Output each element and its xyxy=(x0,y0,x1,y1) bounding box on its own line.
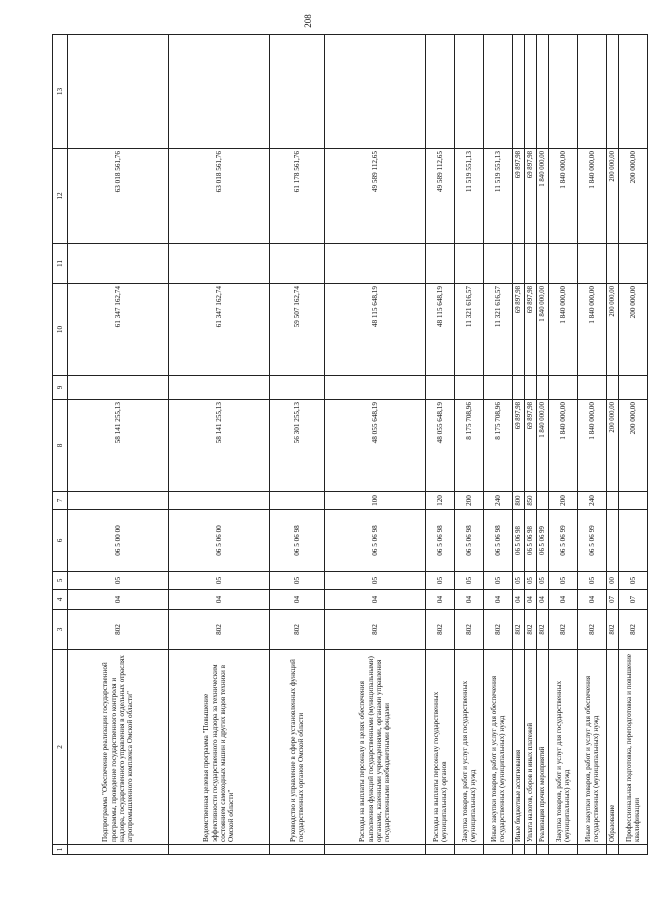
amount-col12-cell: 1 840 000,00 xyxy=(537,149,549,244)
target-article-cell: 06 5 06 98 xyxy=(513,510,525,572)
subsection-code-cell: 05 xyxy=(513,572,525,590)
column-number-row xyxy=(53,35,68,855)
grbs-code-cell: 802 xyxy=(619,610,648,650)
col13-cell xyxy=(484,35,513,149)
rotated-document xyxy=(52,45,641,855)
amount-col8-cell: 200 000,00 xyxy=(607,400,619,492)
table-row xyxy=(426,35,455,855)
table-row xyxy=(607,35,619,855)
amount-col12-cell: 69 897,98 xyxy=(513,149,525,244)
section-code-cell: 04 xyxy=(169,590,270,610)
col11-cell xyxy=(537,244,549,284)
row-number-cell xyxy=(169,845,270,855)
grbs-code-cell: 802 xyxy=(325,610,426,650)
table-row xyxy=(578,35,607,855)
col11-cell xyxy=(484,244,513,284)
col13-cell xyxy=(537,35,549,149)
column-number: 4 xyxy=(53,590,68,610)
col11-cell xyxy=(426,244,455,284)
col11-cell xyxy=(513,244,525,284)
column-number: 1 xyxy=(53,845,68,855)
amount-col8-cell: 200 000,00 xyxy=(619,400,648,492)
expense-name-cell: Иные закупки товаров, работ и услуг для обеспечения государственных (муниципальных) нужд xyxy=(578,650,607,845)
section-code-cell: 04 xyxy=(525,590,537,610)
col9-cell xyxy=(484,376,513,400)
expense-type-cell: 240 xyxy=(578,492,607,510)
expense-name-cell: Закупка товаров, работ и услуг для государственных (муниципальных) нужд xyxy=(549,650,578,845)
target-article-cell: 06 5 06 98 xyxy=(270,510,325,572)
expense-name-cell: Уплата налогов, сборов и иных платежей xyxy=(525,650,537,845)
column-number: 6 xyxy=(53,510,68,572)
row-number-cell xyxy=(537,845,549,855)
col9-cell xyxy=(607,376,619,400)
amount-col8-cell: 69 897,98 xyxy=(513,400,525,492)
amount-col8-cell: 48 055 648,19 xyxy=(325,400,426,492)
col9-cell xyxy=(513,376,525,400)
column-number: 8 xyxy=(53,400,68,492)
expense-type-cell: 850 xyxy=(525,492,537,510)
col9-cell xyxy=(325,376,426,400)
col11-cell xyxy=(270,244,325,284)
col13-cell xyxy=(325,35,426,149)
expense-name-cell: Образование xyxy=(607,650,619,845)
table-row xyxy=(455,35,484,855)
row-number-cell xyxy=(484,845,513,855)
section-code-cell: 04 xyxy=(68,590,169,610)
grbs-code-cell: 802 xyxy=(525,610,537,650)
col9-cell xyxy=(537,376,549,400)
expense-name-cell: Расходы на выплаты персоналу в целях обеспечения выполнения функций государственными (муниципальными) органами, казенными учреждениями, органами управления государственными внебюджетными фондами xyxy=(325,650,426,845)
amount-col12-cell: 1 840 000,00 xyxy=(549,149,578,244)
expense-type-cell xyxy=(169,492,270,510)
expense-name-cell: Иные бюджетные ассигнования xyxy=(513,650,525,845)
section-code-cell: 04 xyxy=(537,590,549,610)
amount-col12-cell: 49 589 112,65 xyxy=(426,149,455,244)
amount-col10-cell: 59 507 162,74 xyxy=(270,284,325,376)
amount-col12-cell: 63 018 561,76 xyxy=(169,149,270,244)
expense-type-cell: 120 xyxy=(426,492,455,510)
section-code-cell: 04 xyxy=(484,590,513,610)
amount-col12-cell: 11 519 551,13 xyxy=(484,149,513,244)
row-number-cell xyxy=(513,845,525,855)
subsection-code-cell: 05 xyxy=(578,572,607,590)
expense-type-cell xyxy=(537,492,549,510)
grbs-code-cell: 802 xyxy=(607,610,619,650)
amount-col8-cell: 1 840 000,00 xyxy=(549,400,578,492)
col9-cell xyxy=(169,376,270,400)
subsection-code-cell: 05 xyxy=(525,572,537,590)
section-code-cell: 04 xyxy=(270,590,325,610)
target-article-cell: 06 5 06 98 xyxy=(525,510,537,572)
amount-col10-cell: 61 347 162,74 xyxy=(68,284,169,376)
section-code-cell: 07 xyxy=(607,590,619,610)
target-article-cell xyxy=(619,510,648,572)
col9-cell xyxy=(619,376,648,400)
amount-col12-cell: 69 897,98 xyxy=(525,149,537,244)
row-number-cell xyxy=(68,845,169,855)
target-article-cell: 06 5 06 99 xyxy=(549,510,578,572)
page-number: 208 xyxy=(303,14,313,28)
section-code-cell: 07 xyxy=(619,590,648,610)
row-number-cell xyxy=(455,845,484,855)
amount-col10-cell: 1 840 000,00 xyxy=(578,284,607,376)
expense-type-cell xyxy=(619,492,648,510)
col13-cell xyxy=(513,35,525,149)
target-article-cell: 06 5 06 98 xyxy=(455,510,484,572)
expense-type-cell xyxy=(68,492,169,510)
subsection-code-cell: 05 xyxy=(325,572,426,590)
section-code-cell: 04 xyxy=(578,590,607,610)
column-number: 9 xyxy=(53,376,68,400)
col13-cell xyxy=(607,35,619,149)
table-row xyxy=(68,35,169,855)
grbs-code-cell: 802 xyxy=(484,610,513,650)
row-number-cell xyxy=(325,845,426,855)
col13-cell xyxy=(455,35,484,149)
expense-type-cell: 240 xyxy=(484,492,513,510)
target-article-cell: 06 5 06 99 xyxy=(537,510,549,572)
target-article-cell: 06 5 06 98 xyxy=(426,510,455,572)
amount-col10-cell: 69 897,98 xyxy=(525,284,537,376)
amount-col8-cell: 48 055 648,19 xyxy=(426,400,455,492)
row-number-cell xyxy=(619,845,648,855)
amount-col10-cell: 11 321 616,57 xyxy=(484,284,513,376)
grbs-code-cell: 802 xyxy=(549,610,578,650)
col9-cell xyxy=(270,376,325,400)
col13-cell xyxy=(426,35,455,149)
row-number-cell xyxy=(426,845,455,855)
amount-col10-cell: 69 897,98 xyxy=(513,284,525,376)
section-code-cell: 04 xyxy=(426,590,455,610)
expense-name-cell: Реализация прочих мероприятий xyxy=(537,650,549,845)
amount-col12-cell: 61 178 561,76 xyxy=(270,149,325,244)
amount-col8-cell: 58 141 255,13 xyxy=(169,400,270,492)
target-article-cell: 06 5 06 99 xyxy=(578,510,607,572)
amount-col8-cell: 8 175 708,96 xyxy=(455,400,484,492)
grbs-code-cell: 802 xyxy=(426,610,455,650)
grbs-code-cell: 802 xyxy=(68,610,169,650)
subsection-code-cell: 05 xyxy=(619,572,648,590)
col13-cell xyxy=(270,35,325,149)
expense-type-cell: 100 xyxy=(325,492,426,510)
table-row xyxy=(619,35,648,855)
column-number: 11 xyxy=(53,244,68,284)
expense-type-cell xyxy=(270,492,325,510)
section-code-cell: 04 xyxy=(325,590,426,610)
section-code-cell: 04 xyxy=(513,590,525,610)
subsection-code-cell: 05 xyxy=(270,572,325,590)
amount-col10-cell: 48 115 648,19 xyxy=(325,284,426,376)
amount-col10-cell: 1 840 000,00 xyxy=(537,284,549,376)
amount-col12-cell: 63 018 561,76 xyxy=(68,149,169,244)
grbs-code-cell: 802 xyxy=(513,610,525,650)
target-article-cell: 06 5 06 98 xyxy=(325,510,426,572)
subsection-code-cell: 05 xyxy=(455,572,484,590)
amount-col10-cell: 48 115 648,19 xyxy=(426,284,455,376)
amount-col10-cell: 61 347 162,74 xyxy=(169,284,270,376)
budget-table xyxy=(52,34,648,855)
table-row xyxy=(484,35,513,855)
target-article-cell: 06 5 06 98 xyxy=(484,510,513,572)
col13-cell xyxy=(68,35,169,149)
row-number-cell xyxy=(578,845,607,855)
subsection-code-cell: 05 xyxy=(68,572,169,590)
col11-cell xyxy=(607,244,619,284)
col9-cell xyxy=(455,376,484,400)
target-article-cell: 06 5 00 00 xyxy=(68,510,169,572)
section-code-cell: 04 xyxy=(455,590,484,610)
grbs-code-cell: 802 xyxy=(537,610,549,650)
expense-name-cell: Профессиональная подготовка, переподготовка и повышение квалификации xyxy=(619,650,648,845)
amount-col8-cell: 56 301 255,13 xyxy=(270,400,325,492)
subsection-code-cell: 05 xyxy=(537,572,549,590)
amount-col8-cell: 69 897,98 xyxy=(525,400,537,492)
subsection-code-cell: 05 xyxy=(549,572,578,590)
amount-col8-cell: 1 840 000,00 xyxy=(578,400,607,492)
column-number: 5 xyxy=(53,572,68,590)
column-number: 13 xyxy=(53,35,68,149)
col13-cell xyxy=(169,35,270,149)
amount-col12-cell: 49 589 112,65 xyxy=(325,149,426,244)
col11-cell xyxy=(549,244,578,284)
col13-cell xyxy=(549,35,578,149)
expense-type-cell xyxy=(607,492,619,510)
target-article-cell: 06 5 06 00 xyxy=(169,510,270,572)
subsection-code-cell: 05 xyxy=(426,572,455,590)
expense-name-cell: Подпрограмма "Обеспечение реализации государственной программы, проведение государственного контроля и надзора, государственного управления в отдельных отраслях агропромышленного комплекса Омской области" xyxy=(68,650,169,845)
expense-name-cell: Иные закупки товаров, работ и услуг для обеспечения государственных (муниципальных) нужд xyxy=(484,650,513,845)
grbs-code-cell: 802 xyxy=(169,610,270,650)
table-row xyxy=(537,35,549,855)
amount-col8-cell: 1 840 000,00 xyxy=(537,400,549,492)
col13-cell xyxy=(619,35,648,149)
amount-col12-cell: 11 519 551,13 xyxy=(455,149,484,244)
amount-col10-cell: 1 840 000,00 xyxy=(549,284,578,376)
expense-type-cell: 200 xyxy=(549,492,578,510)
amount-col8-cell: 8 175 708,96 xyxy=(484,400,513,492)
col13-cell xyxy=(525,35,537,149)
row-number-cell xyxy=(549,845,578,855)
col13-cell xyxy=(578,35,607,149)
col11-cell xyxy=(68,244,169,284)
table-row xyxy=(169,35,270,855)
subsection-code-cell: 05 xyxy=(169,572,270,590)
col9-cell xyxy=(578,376,607,400)
section-code-cell: 04 xyxy=(549,590,578,610)
expense-name-cell: Ведомственная целевая программа "Повышение эффективности государственного надзора за техническим состоянием самоходных машин и других видов техники в Омской области" xyxy=(169,650,270,845)
row-number-cell xyxy=(270,845,325,855)
column-number: 12 xyxy=(53,149,68,244)
amount-col10-cell: 11 321 616,57 xyxy=(455,284,484,376)
amount-col12-cell: 1 840 000,00 xyxy=(578,149,607,244)
grbs-code-cell: 802 xyxy=(270,610,325,650)
col9-cell xyxy=(426,376,455,400)
table-row xyxy=(549,35,578,855)
column-number: 7 xyxy=(53,492,68,510)
table-row xyxy=(325,35,426,855)
col11-cell xyxy=(169,244,270,284)
col11-cell xyxy=(578,244,607,284)
amount-col12-cell: 200 000,00 xyxy=(619,149,648,244)
col9-cell xyxy=(68,376,169,400)
expense-name-cell: Расходы на выплаты персоналу государственных (муниципальных) органов xyxy=(426,650,455,845)
column-number: 3 xyxy=(53,610,68,650)
expense-name-cell: Руководство и управление в сфере установленных функций государственных органов Омской области xyxy=(270,650,325,845)
expense-type-cell: 800 xyxy=(513,492,525,510)
col9-cell xyxy=(525,376,537,400)
amount-col10-cell: 200 000,00 xyxy=(619,284,648,376)
col11-cell xyxy=(455,244,484,284)
amount-col10-cell: 200 000,00 xyxy=(607,284,619,376)
col9-cell xyxy=(549,376,578,400)
expense-name-cell: Закупка товаров, работ и услуг для государственных (муниципальных) нужд xyxy=(455,650,484,845)
expense-type-cell: 200 xyxy=(455,492,484,510)
row-number-cell xyxy=(525,845,537,855)
grbs-code-cell: 802 xyxy=(578,610,607,650)
target-article-cell xyxy=(607,510,619,572)
grbs-code-cell: 802 xyxy=(455,610,484,650)
amount-col8-cell: 58 141 255,13 xyxy=(68,400,169,492)
col11-cell xyxy=(619,244,648,284)
table-row xyxy=(270,35,325,855)
col11-cell xyxy=(525,244,537,284)
column-number: 2 xyxy=(53,650,68,845)
row-number-cell xyxy=(607,845,619,855)
table-row xyxy=(525,35,537,855)
col11-cell xyxy=(325,244,426,284)
column-number: 10 xyxy=(53,284,68,376)
table-row xyxy=(513,35,525,855)
subsection-code-cell: 05 xyxy=(484,572,513,590)
amount-col12-cell: 200 000,00 xyxy=(607,149,619,244)
subsection-code-cell: 00 xyxy=(607,572,619,590)
